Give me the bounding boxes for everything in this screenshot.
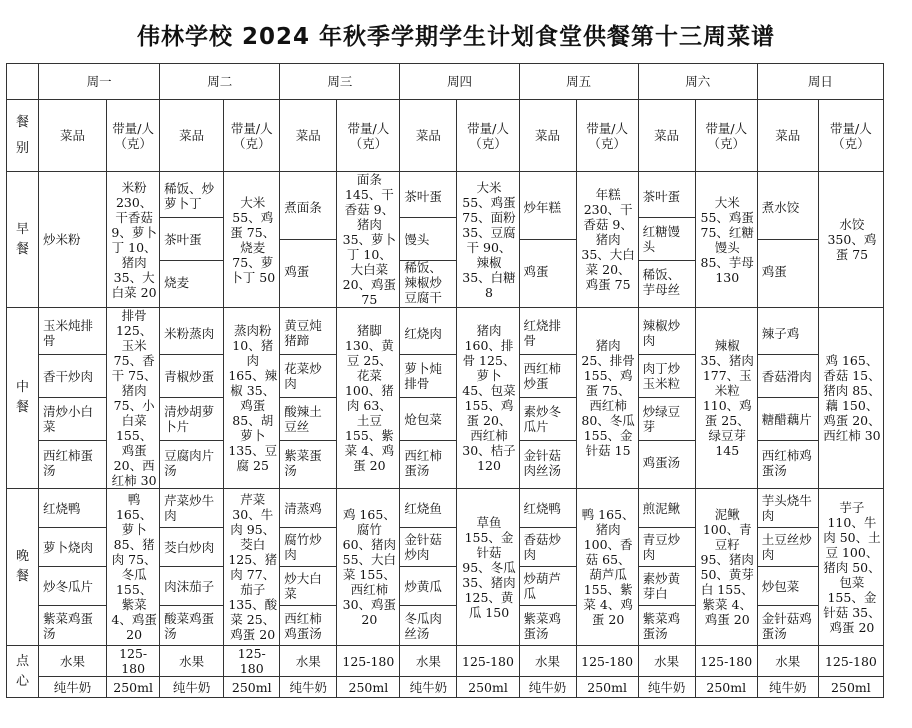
snack-qty: 125-180 [576,646,638,677]
dish-item: 煎泥鳅 [639,489,695,528]
dish-item: 酸菜鸡蛋汤 [164,610,215,641]
day-header: 周五 [519,64,638,100]
dish-item: 煮面条 [280,176,336,240]
day-header: 周三 [280,64,400,100]
snack-qty: 250ml [337,677,400,698]
day-header: 周二 [160,64,280,100]
dish-item: 金针菇肉丝汤 [523,447,562,478]
snack-qty: 125-180 [818,646,883,677]
dish-item: 西红柿鸡蛋汤 [284,610,322,641]
dish-item: 鸡蛋汤 [642,455,681,470]
dish-item: 茶叶蛋 [400,176,456,219]
snack-item: 纯牛奶 [638,677,695,698]
lunch-row [7,308,884,489]
day-header: 周四 [400,64,519,100]
snack-qty: 250ml [576,677,638,698]
dish-cell [519,489,576,646]
snack-qty: 125-180 [224,646,280,677]
qty-cell: 蒸肉粉 10、猪肉 165、辣椒 35、鸡蛋 85、胡萝卜 135、豆腐 25 [224,308,280,489]
dish-column-header: 菜品 [400,100,457,172]
qty-cell: 芋子 110、牛肉 50、土豆 100、猪肉 50、包菜 155、金针菇 35、鸡蛋 20 [818,489,883,646]
dish-item: 酸辣土豆丝 [280,398,336,441]
qty-cell: 米粉 230、干香菇 9、萝卜丁 10、猪肉 35、大白菜 20 [107,172,160,308]
dish-column-header: 菜品 [280,100,337,172]
dish-item: 炒葫芦瓜 [520,567,576,606]
snack-qty: 250ml [695,677,757,698]
dish-cell [400,308,457,489]
dish-cell [757,489,818,646]
qty-header-line1: 带量/人 [347,120,390,136]
dish-item: 西红柿蛋汤 [404,447,442,478]
dish-item: 素炒冬瓜片 [520,398,576,441]
qty-header-line2: （克） [469,135,507,151]
dish-item: 清炒胡萝卜片 [160,398,223,441]
breakfast-label: 早餐 [16,221,30,257]
dish-item: 香菇炒肉 [520,528,576,567]
dish-item: 红糖馒头 [639,218,695,261]
dish-cell [638,172,695,308]
dish-cell [39,172,107,308]
dish-item: 土豆丝炒肉 [758,528,818,567]
dish-item: 鸡蛋 [523,264,549,279]
snack-item: 纯牛奶 [160,677,224,698]
dinner-row [7,489,884,646]
snack-qty: 250ml [107,677,160,698]
dish-cell [280,172,337,308]
qty-header-line2: （克） [114,135,152,151]
qty-cell: 猪肉 25、排骨 155、鸡蛋 75、西红柿 80、冬瓜 155、金针菇 15 [576,308,638,489]
qty-header-line1: 带量/人 [467,120,509,136]
dish-item: 萝卜烧肉 [39,528,106,567]
qty-cell: 草鱼 155、金针菇 95、冬瓜 35、猪肉 125、黄瓜 150 [457,489,519,646]
dish-item: 肉沫茄子 [160,567,223,606]
dish-item: 红烧排骨 [520,312,576,355]
dish-item: 青椒炒蛋 [160,355,223,398]
qty-header-line1: 带量/人 [586,120,628,136]
dish-item: 冬瓜肉丝汤 [404,610,442,641]
dish-item: 辣椒炒肉 [639,312,695,355]
dish-item: 茶叶蛋 [639,176,695,219]
dish-cell [757,172,818,308]
dish-column-header: 菜品 [757,100,818,172]
qty-header-line1: 带量/人 [830,120,872,136]
snack-row [7,677,884,698]
dish-item: 辣子鸡 [758,312,818,355]
dish-cell [160,489,224,646]
dish-cell [280,489,337,646]
dish-item: 红烧鸭 [520,489,576,528]
qty-cell: 鸭 165、萝卜 85、猪肉 75、冬瓜 155、紫菜 4、鸡蛋 20 [107,489,160,646]
snack-item: 水果 [400,646,457,677]
qty-cell: 面条 145、干香菇 9、猪肉 35、萝卜丁 10、大白菜 20、鸡蛋 75 [337,172,400,308]
qty-header-line2: （克） [707,135,745,151]
column-header-row [7,100,884,172]
dinner-label: 晚餐 [16,549,30,584]
qty-cell: 猪肉 160、排骨 125、萝卜 45、包菜 155、鸡蛋 20、西红柿 30、桔子 120 [457,308,519,489]
qty-cell: 泥鳅 100、青豆籽 95、猪肉 50、黄芽白 155、紫菜 4、鸡蛋 20 [695,489,757,646]
qty-header-line1: 带量/人 [112,120,154,136]
dish-cell [519,172,576,308]
qty-header-line2: （克） [832,135,870,151]
dish-column-header: 菜品 [39,100,107,172]
dish-item: 清炒小白菜 [39,398,106,441]
qty-column-header [818,100,883,172]
dish-item: 芋头烧牛肉 [758,489,818,528]
dish-item: 紫菜鸡蛋汤 [642,610,681,641]
dish-column-header: 菜品 [160,100,224,172]
breakfast-row [7,172,884,308]
snack-item: 水果 [638,646,695,677]
snack-item: 水果 [280,646,337,677]
dish-cell [39,308,107,489]
dish-item: 米粉蒸肉 [160,312,223,355]
dish-item: 红烧肉 [400,312,456,355]
snack-qty: 125-180 [107,646,160,677]
snack-qty: 125-180 [457,646,519,677]
dish-item: 花菜炒肉 [280,355,336,398]
snack-item: 水果 [757,646,818,677]
dinner-label-cell [7,489,39,646]
dish-item: 稀饭、辣椒炒豆腐干 [404,259,442,305]
meal-column-label: 餐别 [16,114,30,156]
snack-qty: 250ml [224,677,280,698]
dish-item: 炒包菜 [758,567,818,606]
dish-item: 香干炒肉 [39,355,106,398]
snack-row [7,646,884,677]
dish-item: 紫菜鸡蛋汤 [523,610,562,641]
qty-cell: 大米 55、鸡蛋 75、红糖馒头 85、芋母 130 [695,172,757,308]
dish-item: 煮水饺 [758,176,818,240]
meal-column-header [7,100,39,172]
breakfast-label-cell [7,172,39,308]
dish-item: 炒大白菜 [280,567,336,606]
day-header: 周六 [638,64,757,100]
dish-item: 炒冬瓜片 [39,567,106,606]
qty-cell: 排骨 125、玉米 75、香干 75、猪肉 75、小白菜 155、鸡蛋 20、西红柿 30 [107,308,160,489]
dish-item: 西红柿鸡蛋汤 [761,447,812,478]
day-header: 周一 [39,64,160,100]
dish-cell [757,308,818,489]
dish-cell [638,489,695,646]
dish-item: 茭白炒肉 [160,528,223,567]
qty-header-line2: （克） [588,135,626,151]
dish-item: 炒绿豆芽 [639,398,695,441]
qty-header-line2: （克） [349,135,388,151]
qty-cell: 大米 55、鸡蛋 75、烧麦 75、萝卜丁 50 [224,172,280,308]
dish-item: 红烧鱼 [400,489,456,528]
dish-item: 糖醋藕片 [758,398,818,441]
qty-header-line1: 带量/人 [705,120,748,136]
snack-item: 水果 [519,646,576,677]
snack-qty: 125-180 [337,646,400,677]
dish-column-header: 菜品 [519,100,576,172]
dish-item: 金针菇鸡蛋汤 [761,610,812,641]
dish-item: 茶叶蛋 [160,218,223,261]
dish-cell [280,308,337,489]
qty-cell: 鸡 165、香菇 15、猪肉 85、藕 150、鸡蛋 20、西红柿 30 [818,308,883,489]
dish-item: 香菇滑肉 [758,355,818,398]
dish-item: 萝卜炖排骨 [400,355,456,398]
qty-cell: 芹菜 30、牛肉 95、茭白 125、猪肉 77、茄子 135、酸菜 25、鸡蛋 20 [224,489,280,646]
dish-item: 金针菇炒肉 [400,528,456,567]
dish-cell [160,172,224,308]
qty-cell: 鸡 165、腐竹 60、猪肉 55、大白菜 155、西红柿 30、鸡蛋 20 [337,489,400,646]
dish-item: 红烧鸭 [39,489,106,528]
lunch-label: 中餐 [16,380,30,415]
qty-cell: 鸭 165、猪肉 100、香菇 65、葫芦瓜 155、紫菜 4、鸡蛋 20 [576,489,638,646]
snack-item: 水果 [160,646,224,677]
dish-item: 紫菜蛋汤 [284,447,322,478]
dish-item: 稀饭、芋母丝 [642,267,681,298]
dish-item: 腐竹炒肉 [280,528,336,567]
snack-qty: 250ml [818,677,883,698]
snack-item: 水果 [39,646,107,677]
dish-item: 西红柿炒蛋 [520,355,576,398]
qty-column-header [576,100,638,172]
dish-cell [39,489,107,646]
qty-cell: 辣椒 35、猪肉 177、玉米粒 110、鸡蛋 25、绿豆芽 145 [695,308,757,489]
qty-cell: 水饺 350、鸡蛋 75 [818,172,883,308]
snack-item: 纯牛奶 [39,677,107,698]
dish-cell [160,308,224,489]
dish-item: 西红柿蛋汤 [43,447,94,478]
snack-item: 纯牛奶 [757,677,818,698]
dish-item: 青豆炒肉 [639,528,695,567]
menu-table [6,63,884,698]
dish-cell [400,172,457,308]
dish-item: 烧麦 [164,274,190,290]
dish-item: 豆腐肉片汤 [164,447,215,478]
qty-column-header [224,100,280,172]
day-header-row [7,64,884,100]
dish-item: 清蒸鸡 [280,489,336,528]
dish-item: 芹菜炒牛肉 [160,489,223,528]
qty-header-line2: （克） [232,135,271,151]
dish-item: 炝包菜 [400,398,456,441]
snack-label-cell [7,646,39,698]
dish-item: 炒米粉 [43,232,81,247]
dish-column-header: 菜品 [638,100,695,172]
dish-cell [519,308,576,489]
dish-item: 鸡蛋 [284,264,310,279]
dish-item: 玉米炖排骨 [39,312,106,355]
dish-item: 肉丁炒玉米粒 [639,355,695,398]
qty-cell: 年糕 230、干香菇 9、猪肉 35、大白菜 20、鸡蛋 75 [576,172,638,308]
snack-item: 纯牛奶 [400,677,457,698]
snack-qty: 125-180 [695,646,757,677]
page-title: 伟林学校 2024 年秋季学期学生计划食堂供餐第十三周菜谱 [136,24,776,50]
dish-item: 炒黄瓜 [400,567,456,606]
dish-cell [400,489,457,646]
qty-column-header [107,100,160,172]
dish-item: 紫菜鸡蛋汤 [43,610,94,641]
lunch-label-cell [7,308,39,489]
qty-cell: 猪脚 130、黄豆 25、花菜 100、猪肉 63、土豆 155、紫菜 4、鸡蛋 20 [337,308,400,489]
qty-header-line1: 带量/人 [230,120,273,136]
dish-item: 黄豆炖猪蹄 [280,312,336,355]
day-header: 周日 [757,64,883,100]
snack-item: 纯牛奶 [519,677,576,698]
dish-item: 炒年糕 [520,176,576,240]
dish-cell [638,308,695,489]
snack-item: 纯牛奶 [280,677,337,698]
snack-label: 点心 [16,653,30,689]
dish-item: 稀饭、炒萝卜丁 [160,176,223,219]
dish-item: 鸡蛋 [761,264,787,279]
qty-cell: 大米 55、鸡蛋 75、面粉 35、豆腐干 90、辣椒 35、白糖 8 [457,172,519,308]
qty-column-header [457,100,519,172]
dish-item: 馒头 [400,218,456,261]
snack-qty: 250ml [457,677,519,698]
qty-column-header [695,100,757,172]
dish-item: 素炒黄芽白 [639,567,695,606]
corner-cell [7,64,39,100]
qty-column-header [337,100,400,172]
